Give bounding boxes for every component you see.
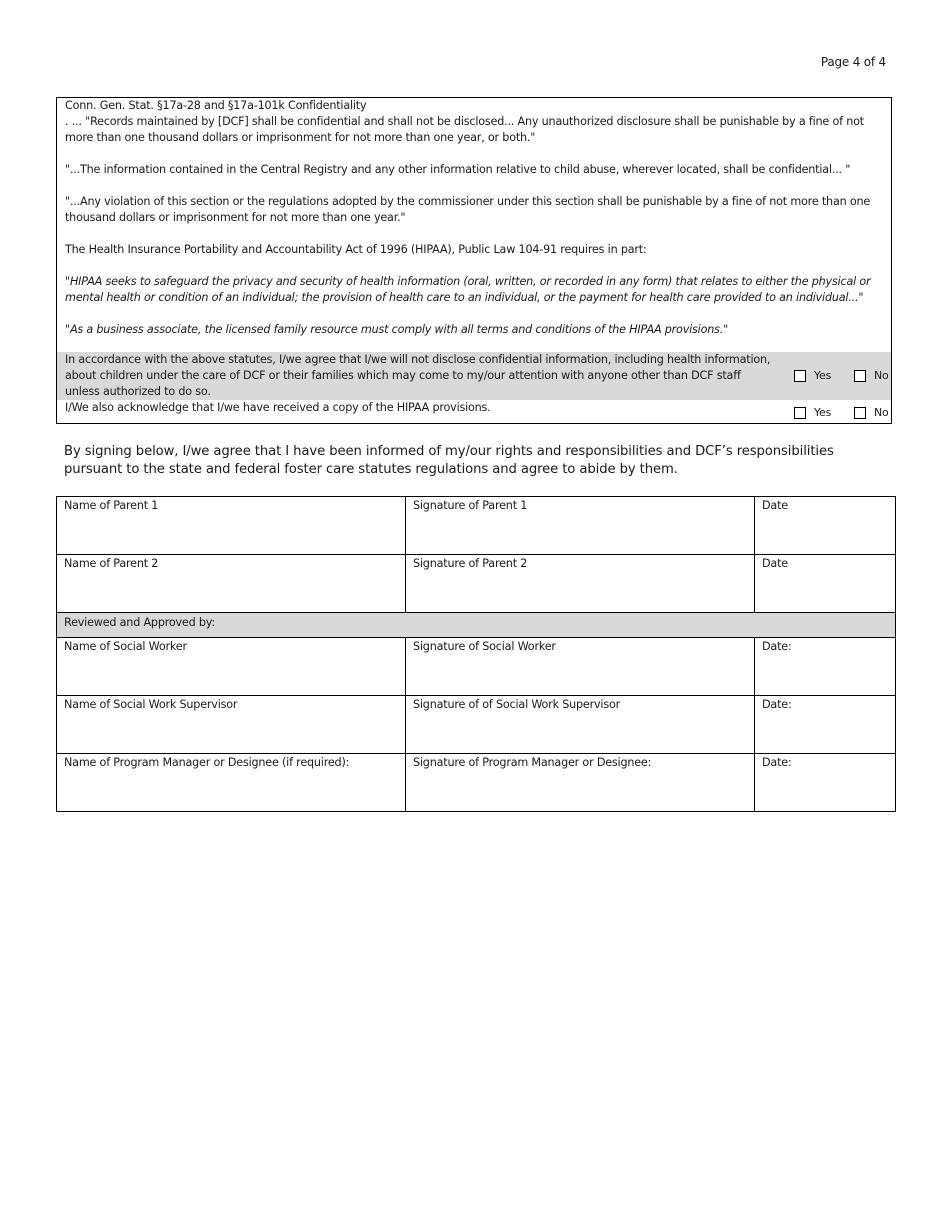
hipaa-quote-privacy: "HIPAA seeks to safeguard the privacy and security of health information (oral, written, or recorded in any form) that relates to either the physical or mental health or condition of an individual; the provision of health care to an individual, or the payment for health care provided to an individual..." bbox=[65, 275, 871, 304]
supervisor-name-field[interactable]: Name of Social Work Supervisor bbox=[57, 696, 406, 754]
signature-table bbox=[56, 496, 896, 812]
checkbox-icon[interactable] bbox=[854, 407, 866, 419]
social-worker-name-field[interactable]: Name of Social Worker bbox=[57, 638, 406, 696]
statute-quote-records: . ... "Records maintained by [DCF] shall be confidential and shall not be disclosed... Any unauthorized disclosure shall be punishable by a fine of not more than one thousand dollars or imprisonment for not more than one year, or both." bbox=[65, 115, 864, 144]
checkbox-icon[interactable] bbox=[794, 407, 806, 419]
checkbox-icon[interactable] bbox=[854, 370, 866, 382]
confidentiality-section bbox=[56, 97, 892, 424]
signing-statement: By signing below, I/we agree that I have been informed of my/our rights and responsibilities and DCF’s responsibilities pursuant to the state and federal foster care statutes regulations and agree to abide by them. bbox=[64, 444, 834, 477]
table-row bbox=[57, 638, 896, 696]
social-worker-date-field[interactable]: Date: bbox=[755, 638, 896, 696]
hipaa-acknowledgment-text: I/We also acknowledge that I/we have received a copy of the HIPAA provisions. bbox=[65, 401, 491, 414]
no-label: No bbox=[874, 406, 889, 419]
parent1-name-field[interactable]: Name of Parent 1 bbox=[57, 497, 406, 555]
yes-label: Yes bbox=[814, 406, 832, 419]
social-worker-signature-field[interactable]: Signature of Social Worker bbox=[406, 638, 755, 696]
hipaa-acknowledgment-row bbox=[57, 400, 891, 424]
statute-quote-registry: "...The information contained in the Central Registry and any other information relative to child abuse, wherever located, shall be confidential... " bbox=[65, 163, 851, 176]
table-row bbox=[57, 696, 896, 754]
statute-quote-violation: "...Any violation of this section or the regulations adopted by the commissioner under this section shall be punishable by a fine of not more than one thousand dollars or imprisonment for not more than one year." bbox=[65, 195, 871, 224]
nondisclosure-no-checkbox[interactable] bbox=[854, 369, 889, 382]
reviewed-approved-label: Reviewed and Approved by: bbox=[57, 613, 896, 638]
no-label: No bbox=[874, 369, 889, 382]
hipaa-no-checkbox[interactable] bbox=[854, 406, 889, 419]
hipaa-intro: The Health Insurance Portability and Accountability Act of 1996 (HIPAA), Public Law 104-91 requires in part: bbox=[65, 243, 647, 256]
program-manager-name-field[interactable]: Name of Program Manager or Designee (if required): bbox=[57, 754, 406, 812]
page-number: Page 4 of 4 bbox=[820, 55, 886, 69]
hipaa-quote-business-associate: "As a business associate, the licensed family resource must comply with all terms and conditions of the HIPAA provisions." bbox=[65, 323, 729, 336]
parent2-signature-field[interactable]: Signature of Parent 2 bbox=[406, 555, 755, 613]
hipaa-yes-checkbox[interactable] bbox=[794, 406, 831, 419]
table-row bbox=[57, 497, 896, 555]
statute-heading: Conn. Gen. Stat. §17a-28 and §17a-101k Confidentiality bbox=[65, 99, 367, 112]
parent2-name-field[interactable]: Name of Parent 2 bbox=[57, 555, 406, 613]
checkbox-icon[interactable] bbox=[794, 370, 806, 382]
table-row bbox=[57, 555, 896, 613]
program-manager-date-field[interactable]: Date: bbox=[755, 754, 896, 812]
supervisor-signature-field[interactable]: Signature of of Social Work Supervisor bbox=[406, 696, 755, 754]
parent1-date-field[interactable]: Date bbox=[755, 497, 896, 555]
supervisor-date-field[interactable]: Date: bbox=[755, 696, 896, 754]
yes-label: Yes bbox=[814, 369, 832, 382]
parent2-date-field[interactable]: Date bbox=[755, 555, 896, 613]
program-manager-signature-field[interactable]: Signature of Program Manager or Designee: bbox=[406, 754, 755, 812]
nondisclosure-yes-checkbox[interactable] bbox=[794, 369, 831, 382]
table-row bbox=[57, 754, 896, 812]
parent1-signature-field[interactable]: Signature of Parent 1 bbox=[406, 497, 755, 555]
nondisclosure-agreement-text: In accordance with the above statutes, I/we agree that I/we will not disclose confidential information, including health information, about children under the care of DCF or their families which may come to my/our attention with anyone other than DCF staff unless authorized to do so. bbox=[65, 353, 771, 398]
reviewed-approved-row bbox=[57, 613, 896, 638]
nondisclosure-agreement-row bbox=[57, 352, 891, 400]
